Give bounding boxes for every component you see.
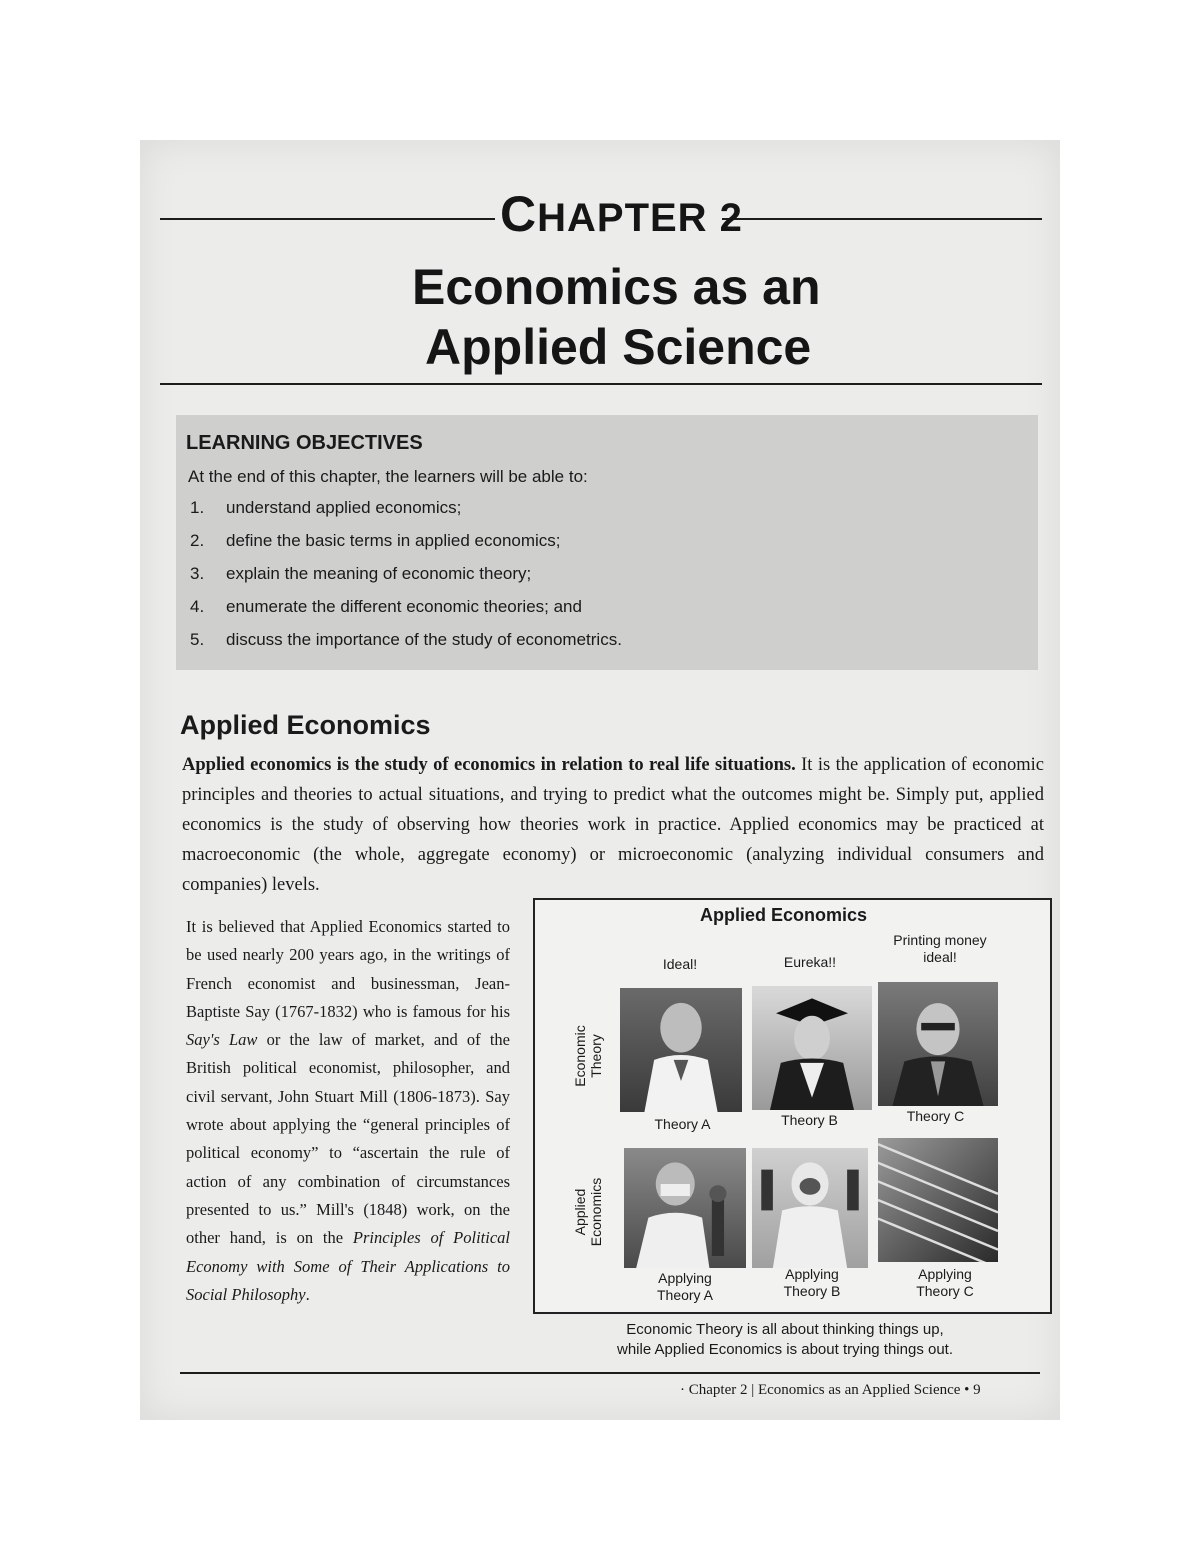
applying-line: Applying	[785, 1266, 839, 1282]
photo-graduate	[752, 986, 872, 1110]
theory-label-c: Theory C	[906, 1108, 965, 1124]
row-label-line: Theory	[588, 1034, 604, 1078]
theory-label-b: Theory B	[781, 1112, 838, 1128]
history-text-3: .	[305, 1284, 310, 1304]
applying-line: Applying	[918, 1266, 972, 1282]
top-label-3: Printing money ideal!	[893, 932, 987, 965]
page-footer: · Chapter 2 | Economics as an Applied Science • 9	[680, 1382, 981, 1398]
objective-number: 4.	[190, 597, 205, 616]
theory-label-a: Theory A	[654, 1116, 711, 1132]
title-bottom-rule	[160, 383, 1042, 385]
chapter-title-line-2: Applied Science	[425, 319, 812, 375]
applying-label-c	[905, 1266, 985, 1300]
photo-scientist	[620, 988, 742, 1112]
objective-item	[190, 531, 622, 564]
history-paragraph	[186, 913, 510, 1309]
applying-label-a	[645, 1270, 725, 1304]
top-label-1: Ideal!	[662, 956, 698, 972]
photo-printing-press	[878, 1138, 998, 1262]
objective-number: 1.	[190, 498, 205, 517]
objective-number: 3.	[190, 564, 205, 583]
row-label-economic-theory	[572, 1016, 604, 1096]
learning-objectives-intro: At the end of this chapter, the learners will be able to:	[188, 467, 588, 486]
row-label-line: Economics	[588, 1177, 604, 1247]
objective-text: define the basic terms in applied economics;	[226, 531, 561, 550]
mill-book-title-italic: Principles of Political Economy with Some of Their Applications to Social Philosophy	[186, 1228, 510, 1304]
row-label-applied-economics	[572, 1172, 604, 1252]
section-heading: Applied Economics	[180, 710, 431, 740]
chapter-title-line-1: Economics as an	[412, 259, 821, 315]
chapter-label: CHAPTER 2	[500, 186, 743, 242]
objective-item	[190, 564, 622, 597]
top-label-2: Eureka!!	[783, 954, 837, 970]
applying-line: Theory C	[916, 1283, 974, 1299]
photo-hazmat-worker	[752, 1148, 868, 1268]
photo-lab-worker	[624, 1148, 746, 1268]
figure-title: Applied Economics	[700, 905, 868, 925]
objective-text: enumerate the different economic theories; and	[226, 597, 582, 616]
intro-paragraph	[182, 750, 1044, 900]
objective-text: understand applied economics;	[226, 498, 462, 517]
history-text-2: or the law of market, and of the British political economist, philosopher, and civil servant, John Stuart Mill (1806-1873). Say wrote about applying the “general principles of political economy” to “ascertain the rule of action of any combination of circumstances presented to us.” Mill's (1848) work, on the other hand, is on the	[186, 1030, 510, 1248]
history-text-1: It is believed that Applied Economics started to be used nearly 200 years ago, in the writings of French economist and businessman, Jean-Baptiste Say (1767-1832) who is famous for his	[186, 917, 510, 1021]
intro-lead-bold: Applied economics is the study of economics in relation to real life situations.	[182, 755, 796, 775]
objective-number: 5.	[190, 630, 205, 649]
learning-objectives-list	[190, 498, 622, 663]
objective-item	[190, 597, 622, 630]
objective-item	[190, 498, 622, 531]
intro-lead-rest: It is the application of economic principles and theories to actual situations, and trying to predict what the outcomes might be. Simply put, applied economics is the study of observing how theories work in practice. Applied economics may be practiced at macroeconomic (the whole, aggregate economy) or microeconomic (analyzing individual consumers and companies) levels.	[182, 755, 1044, 895]
learning-objectives-heading: LEARNING OBJECTIVES	[186, 432, 423, 454]
objective-number: 2.	[190, 531, 205, 550]
photo-businessman	[878, 982, 998, 1106]
row-label-line: Applied	[572, 1188, 588, 1236]
applying-label-b	[772, 1266, 852, 1300]
says-law-italic: Say's Law	[186, 1030, 258, 1050]
applying-line: Theory A	[656, 1287, 714, 1303]
row-label-line: Economic	[572, 1025, 588, 1087]
footer-rule	[180, 1372, 1040, 1374]
chapter-top-rule-right	[722, 218, 1042, 220]
figure-caption	[560, 1320, 1010, 1360]
objective-text: explain the meaning of economic theory;	[226, 564, 532, 583]
applying-line: Applying	[658, 1270, 712, 1286]
objective-text: discuss the importance of the study of econometrics.	[226, 630, 622, 649]
caption-line: Economic Theory is all about thinking things up,	[626, 1321, 944, 1338]
chapter-top-rule	[160, 218, 495, 220]
applying-line: Theory B	[783, 1283, 841, 1299]
objective-item	[190, 630, 622, 663]
caption-line: while Applied Economics is about trying things out.	[616, 1341, 954, 1358]
